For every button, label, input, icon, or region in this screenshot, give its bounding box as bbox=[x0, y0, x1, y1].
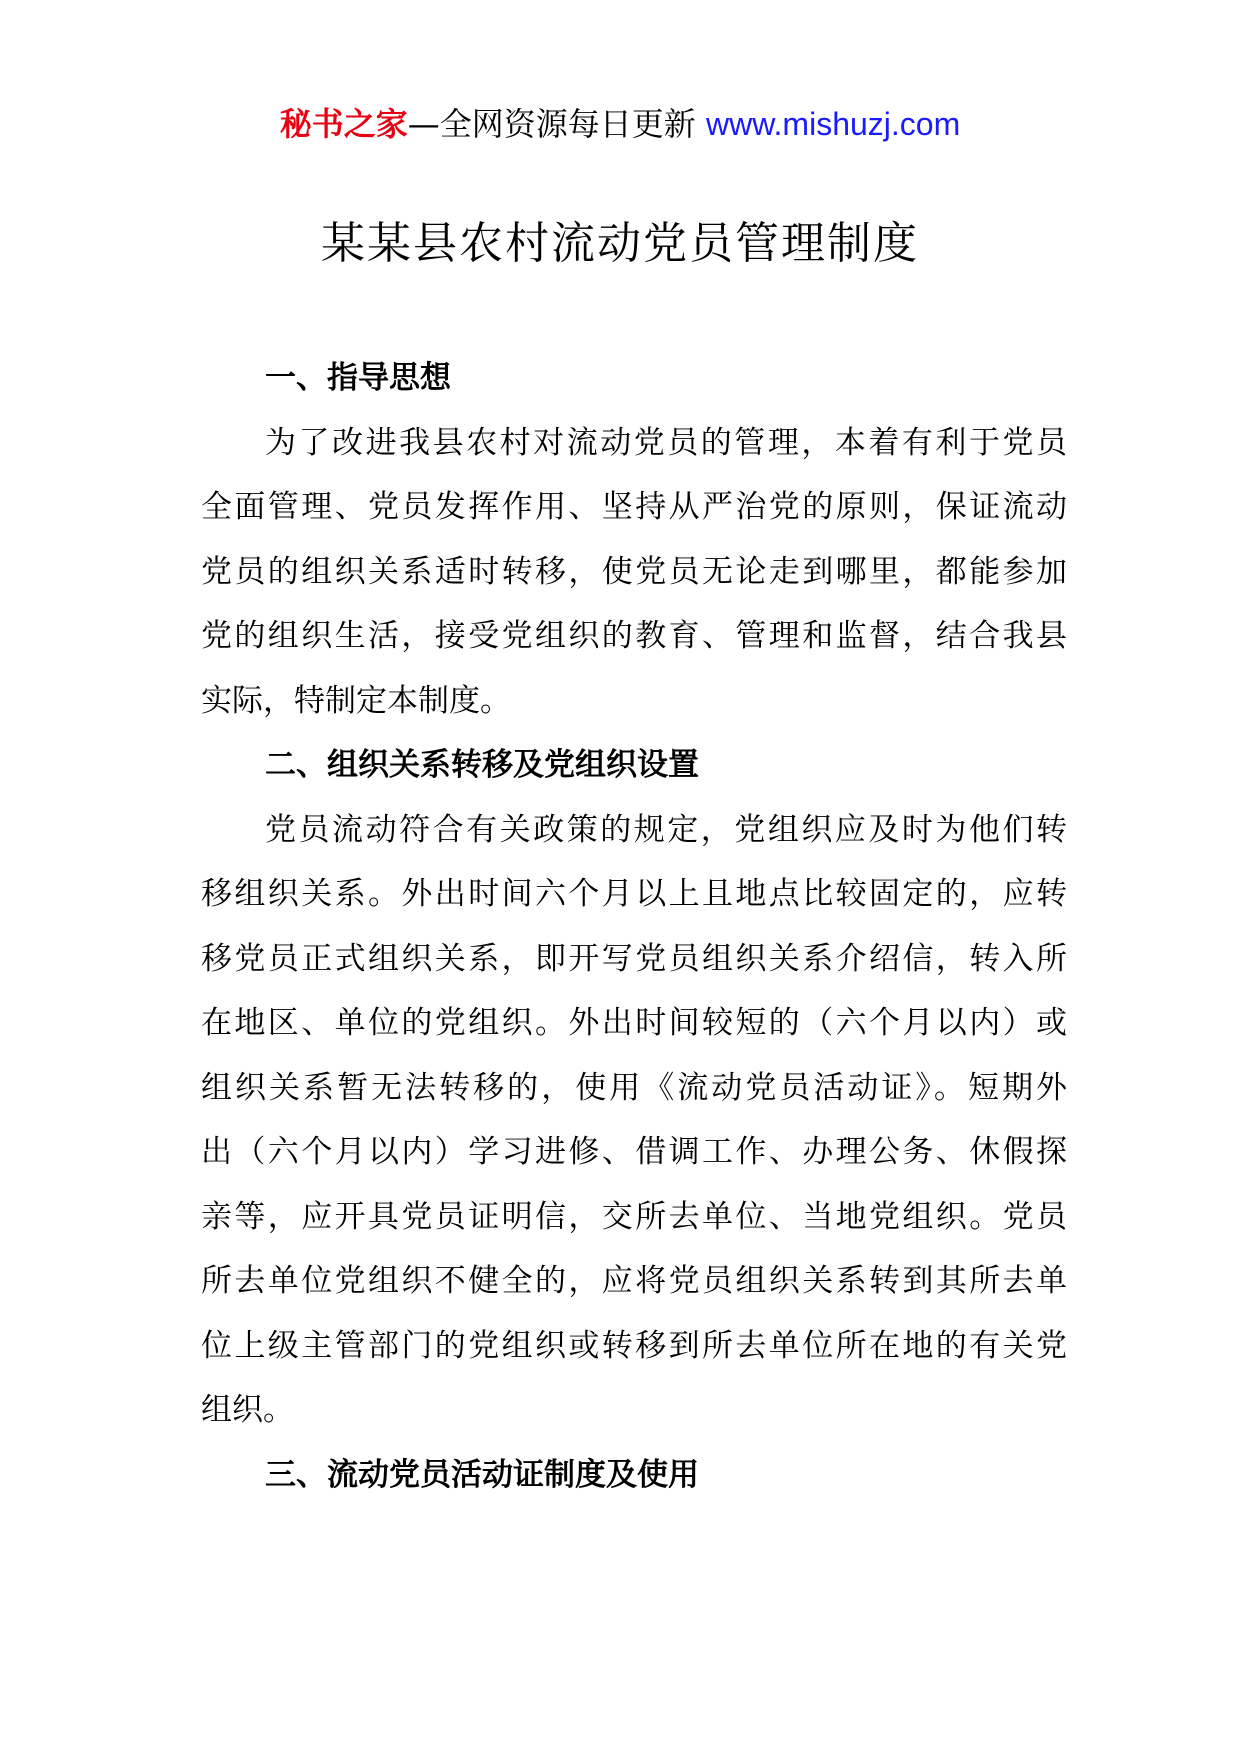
section-paragraph bbox=[201, 798, 1067, 1443]
paragraph-line: 亲等，应开具党员证明信，交所去单位、当地党组织。党员 bbox=[201, 1198, 1067, 1235]
site-url-link[interactable]: www.mishuzj.com bbox=[705, 106, 961, 142]
paragraph-line: 组织。 bbox=[201, 1392, 294, 1428]
section-heading: 二、组织关系转移及党组织设置 bbox=[265, 747, 699, 783]
site-header bbox=[0, 100, 1240, 148]
paragraph-line: 移党员正式组织关系，即开写党员组织关系介绍信，转入所 bbox=[201, 940, 1067, 977]
paragraph-line: 在地区、单位的党组织。外出时间较短的（六个月以内）或 bbox=[201, 1005, 1067, 1041]
paragraph-line: 所去单位党组织不健全的，应将党员组织关系转到其所去单 bbox=[201, 1263, 1067, 1299]
section-heading: 一、指导思想 bbox=[265, 360, 451, 396]
section-paragraph bbox=[201, 411, 1067, 734]
section-activity-certificate bbox=[201, 1443, 1067, 1508]
paragraph-line: 全面管理、党员发挥作用、坚持从严治党的原则，保证流动 bbox=[201, 489, 1067, 525]
paragraph-line: 党员的组织关系适时转移，使党员无论走到哪里，都能参加 bbox=[201, 553, 1067, 590]
brand-name: 秘书之家 bbox=[279, 105, 408, 143]
section-organization-transfer bbox=[201, 733, 1067, 1443]
document-body bbox=[201, 346, 1067, 1507]
header-slogan: —全网资源每日更新 bbox=[407, 105, 706, 143]
paragraph-line: 出（六个月以内）学习进修、借调工作、办理公务、休假探 bbox=[201, 1134, 1067, 1170]
paragraph-line: 移组织关系。外出时间六个月以上且地点比较固定的，应转 bbox=[201, 876, 1067, 912]
paragraph-line: 党的组织生活，接受党组织的教育、管理和监督，结合我县 bbox=[201, 618, 1067, 654]
paragraph-line: 为了改进我县农村对流动党员的管理，本着有利于党员 bbox=[265, 424, 1067, 461]
paragraph-line: 组织关系暂无法转移的，使用《流动党员活动证》。短期外 bbox=[201, 1069, 1067, 1106]
section-guiding-ideology bbox=[201, 346, 1067, 733]
section-heading: 三、流动党员活动证制度及使用 bbox=[265, 1456, 699, 1493]
paragraph-line: 实际，特制定本制度。 bbox=[201, 682, 511, 719]
document-title: 某某县农村流动党员管理制度 bbox=[321, 218, 919, 269]
paragraph-line: 党员流动符合有关政策的规定，党组织应及时为他们转 bbox=[265, 811, 1067, 848]
paragraph-line: 位上级主管部门的党组织或转移到所去单位所在地的有关党 bbox=[201, 1327, 1067, 1364]
